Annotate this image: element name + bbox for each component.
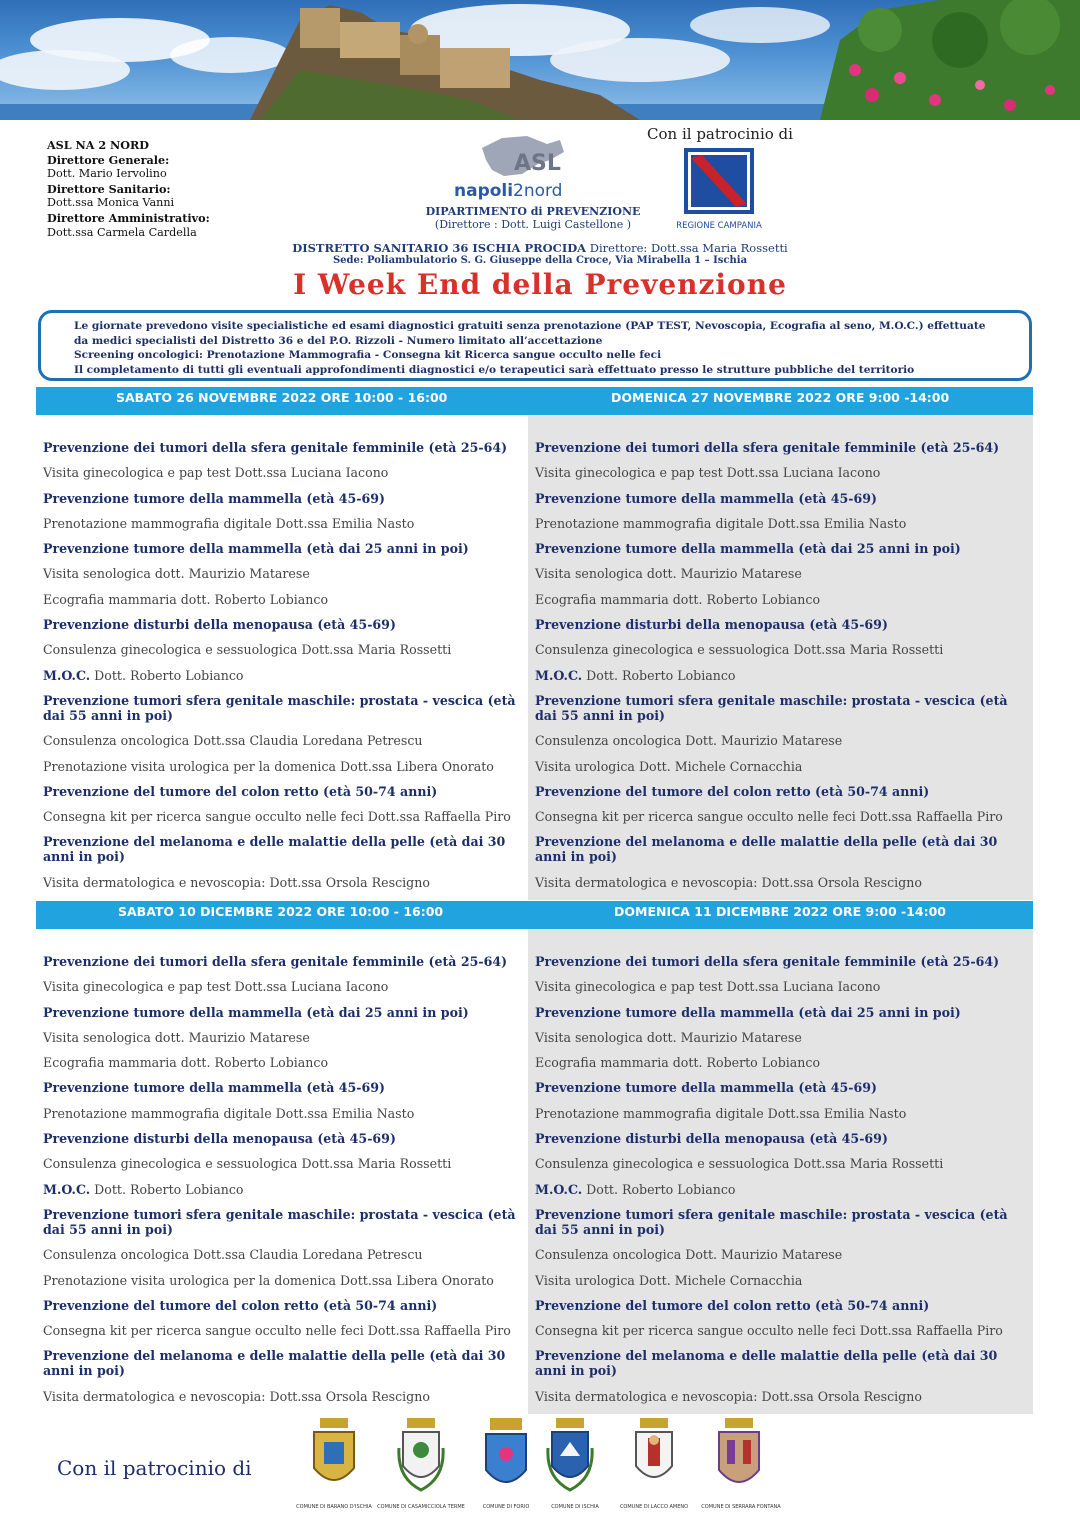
schedule-column-sabato-26 [36,415,528,900]
page-title: I Week End della Prevenzione [293,268,787,301]
service-line: Prenotazione visita urologica per la domenica Dott.ssa Libera Onorato [43,758,494,774]
service-line: Visita dermatologica e nevoscopia: Dott.ssa Orsola Rescigno [43,874,430,890]
crest-label: COMUNE DI FORIO [482,1504,530,1510]
service-category: Prevenzione disturbi della menopausa (età 45-69) [535,617,888,633]
service-line: Consulenza oncologica Dott.ssa Claudia Loredana Petrescu [43,1247,423,1263]
service-line: Visita dermatologica e nevoscopia: Dott.ssa Orsola Rescigno [535,874,922,890]
service-category [43,668,519,683]
ds-label: Direttore Sanitario: [47,181,171,196]
day-header-sabato-10: SABATO 10 DICEMBRE 2022 ORE 10:00 - 16:00 [36,901,528,929]
footer-patrocinio-label: Con il patrocinio di [57,1456,252,1480]
service-line: Dott. Roberto Lobianco [586,1181,736,1197]
da-label: Direttore Amministrativo: [47,210,210,225]
service-line: Visita senologica dott. Maurizio Matarese [43,1029,310,1045]
crest-label: COMUNE DI SERRARA FONTANA [701,1504,781,1510]
schedule-column-domenica-27 [528,415,1033,900]
schedule-column-sabato-10 [36,929,528,1414]
service-line: Visita urologica Dott. Michele Cornacchia [535,1272,803,1288]
service-category: Prevenzione tumori sfera genitale maschile: prostata - vescica (età dai 55 anni in poi) [43,692,516,723]
service-line: Visita senologica dott. Maurizio Matarese [535,566,802,582]
logo-napoli-text: napoli [454,181,514,201]
service-line: Visita dermatologica e nevoscopia: Dott.ssa Orsola Rescigno [535,1388,922,1404]
intro-line: Screening oncologici: Prenotazione Mammografia - Consegna kit Ricerca sangue occulto nelle feci [74,349,662,362]
service-category: Prevenzione tumore della mammella (età dai 25 anni in poi) [43,1004,469,1020]
service-line: Ecografia mammaria dott. Roberto Lobianco [43,1055,329,1071]
crest-label: COMUNE DI LACCO AMENO [619,1504,689,1510]
service-line: Consulenza oncologica Dott.ssa Claudia Loredana Petrescu [43,733,423,749]
distretto-line [0,241,1080,255]
dg-name: Dott. Mario Iervolino [47,167,167,181]
service-category: Prevenzione tumore della mammella (età 45-69) [43,1080,385,1096]
service-category: Prevenzione del melanoma e delle malattie della pelle (età dai 30 anni in poi) [535,1348,998,1379]
service-line: Consegna kit per ricerca sangue occulto nelle feci Dott.ssa Raffaella Piro [535,809,1003,825]
service-line: Prenotazione visita urologica per la domenica Dott.ssa Libera Onorato [43,1272,494,1288]
crest-barano-icon [310,1418,358,1496]
service-line: Visita senologica dott. Maurizio Matarese [535,1029,802,1045]
asl-title: ASL NA 2 NORD [47,138,149,152]
service-category: Prevenzione dei tumori della sfera genitale femminile (età 25-64) [43,954,508,969]
regione-campania-logo [672,148,766,232]
intro-line: da medici specialisti del Distretto 36 e del P.O. Rizzoli - Numero limitato all’accettazione [74,334,603,347]
service-line: Dott. Roberto Lobianco [94,667,244,683]
service-line: Visita urologica Dott. Michele Cornacchia [535,758,803,774]
service-line: Visita ginecologica e pap test Dott.ssa Luciana Iacono [43,465,389,481]
logo-asl-text: ASL [514,151,561,176]
service-line: Consulenza ginecologica e sessuologica Dott.ssa Maria Rossetti [43,1156,452,1172]
service-category [535,1182,1011,1197]
service-line: Visita ginecologica e pap test Dott.ssa Luciana Iacono [535,979,881,995]
service-category: Prevenzione tumore della mammella (età dai 25 anni in poi) [535,1004,961,1020]
service-line: Visita senologica dott. Maurizio Matarese [43,566,310,582]
intro-box [38,310,1032,381]
castle-landscape-image [0,0,1080,120]
service-category [535,668,1011,683]
day-header-domenica-27: DOMENICA 27 NOVEMBRE 2022 ORE 9:00 -14:00 [528,387,1033,415]
crest-forio-icon [482,1418,530,1496]
service-category: Prevenzione del melanoma e delle malattie della pelle (età dai 30 anni in poi) [43,1348,506,1379]
service-category: Prevenzione dei tumori della sfera genitale femminile (età 25-64) [535,954,1000,969]
intro-line: Le giornate prevedono visite specialistiche ed esami diagnostici gratuiti senza prenotazione (PAP TEST, Nevoscopia, Ecografia al seno, M.O.C.) effettuate [74,320,986,332]
distretto-director: Direttore: Dott.ssa Maria Rossetti [589,241,788,255]
day-header-domenica-11: DOMENICA 11 DICEMBRE 2022 ORE 9:00 -14:00 [528,901,1033,929]
service-category: Prevenzione disturbi della menopausa (età 45-69) [43,617,396,633]
service-line: Dott. Roberto Lobianco [586,667,736,683]
service-line: Dott. Roberto Lobianco [94,1181,244,1197]
logo-2nord-text: 2nord [513,181,563,201]
dg-label: Direttore Generale: [47,152,170,167]
service-line: Consulenza ginecologica e sessuologica Dott.ssa Maria Rossetti [43,642,452,658]
header-banner-image [0,0,1080,120]
service-category: Prevenzione del tumore del colon retto (età 50-74 anni) [43,783,438,799]
crest-casamicciola-icon [397,1418,445,1496]
service-category: Prevenzione tumori sfera genitale maschile: prostata - vescica (età dai 55 anni in poi) [43,1206,516,1237]
service-category: Prevenzione dei tumori della sfera genitale femminile (età 25-64) [43,440,508,455]
service-category: Prevenzione del melanoma e delle malattie della pelle (età dai 30 anni in poi) [535,834,998,865]
service-category: Prevenzione disturbi della menopausa (età 45-69) [535,1131,888,1147]
service-category: M.O.C. [43,667,91,683]
service-line: Consegna kit per ricerca sangue occulto nelle feci Dott.ssa Raffaella Piro [43,809,511,825]
distretto-name: DISTRETTO SANITARIO 36 ISCHIA PROCIDA [292,241,587,255]
crest-label: COMUNE DI CASAMICCIOLA TERME [377,1504,465,1510]
crest-label: COMUNE DI ISCHIA [551,1504,599,1510]
service-line: Consulenza oncologica Dott. Maurizio Matarese [535,733,843,749]
service-line: Consulenza ginecologica e sessuologica Dott.ssa Maria Rossetti [535,642,944,658]
service-category: Prevenzione tumore della mammella (età dai 25 anni in poi) [43,541,469,557]
asl-info-block [47,138,210,240]
service-category [43,1182,519,1197]
dept-title: DIPARTIMENTO di PREVENZIONE [425,205,641,218]
intro-line: Il completamento di tutti gli eventuali approfondimenti diagnostici e/o terapeutici sarà effettuato presso le strutture pubbliche del territorio [74,363,915,376]
regione-label: REGIONE CAMPANIA [676,221,762,231]
service-line: Visita dermatologica e nevoscopia: Dott.ssa Orsola Rescigno [43,1388,430,1404]
patrocinio-top-label: Con il patrocinio di [647,125,793,143]
crest-serrara-fontana-icon [715,1418,763,1496]
service-line: Prenotazione mammografia digitale Dott.ssa Emilia Nasto [43,515,415,531]
service-category: Prevenzione del melanoma e delle malattie della pelle (età dai 30 anni in poi) [43,834,506,865]
service-category: Prevenzione tumore della mammella (età 45-69) [535,1080,877,1096]
service-category: M.O.C. [43,1181,91,1197]
asl-napoli2nord-logo [452,130,572,202]
ds-name: Dott.ssa Monica Vanni [47,196,175,210]
crest-label: COMUNE DI BARANO D'ISCHIA [296,1504,372,1510]
service-category: M.O.C. [535,1181,583,1197]
service-line: Visita ginecologica e pap test Dott.ssa Luciana Iacono [43,979,389,995]
service-line: Prenotazione mammografia digitale Dott.ssa Emilia Nasto [535,1105,907,1121]
day-header-sabato-26: SABATO 26 NOVEMBRE 2022 ORE 10:00 - 16:00 [36,387,528,415]
service-line: Consegna kit per ricerca sangue occulto nelle feci Dott.ssa Raffaella Piro [43,1323,511,1339]
service-line: Visita ginecologica e pap test Dott.ssa Luciana Iacono [535,465,881,481]
service-line: Consulenza oncologica Dott. Maurizio Matarese [535,1247,843,1263]
service-line: Consulenza ginecologica e sessuologica Dott.ssa Maria Rossetti [535,1156,944,1172]
service-line: Prenotazione mammografia digitale Dott.ssa Emilia Nasto [535,515,907,531]
da-name: Dott.ssa Carmela Cardella [47,225,197,239]
service-category: Prevenzione tumori sfera genitale maschile: prostata - vescica (età dai 55 anni in poi) [535,1206,1008,1237]
service-category: Prevenzione disturbi della menopausa (età 45-69) [43,1131,396,1147]
service-category: Prevenzione tumore della mammella (età dai 25 anni in poi) [535,541,961,557]
service-category: M.O.C. [535,667,583,683]
crest-ischia-icon [546,1418,594,1496]
schedule-column-domenica-11 [528,929,1033,1414]
service-line: Ecografia mammaria dott. Roberto Lobianco [43,591,329,607]
service-category: Prevenzione del tumore del colon retto (età 50-74 anni) [535,783,930,799]
sede-line: Sede: Poliambulatorio S. G. Giuseppe della Croce, Via Mirabella 1 – Ischia [332,255,748,266]
service-line: Consegna kit per ricerca sangue occulto nelle feci Dott.ssa Raffaella Piro [535,1323,1003,1339]
service-line: Ecografia mammaria dott. Roberto Lobianco [535,591,821,607]
service-category: Prevenzione tumori sfera genitale maschile: prostata - vescica (età dai 55 anni in poi) [535,692,1008,723]
service-line: Prenotazione mammografia digitale Dott.ssa Emilia Nasto [43,1105,415,1121]
service-line: Ecografia mammaria dott. Roberto Lobianco [535,1055,821,1071]
service-category: Prevenzione dei tumori della sfera genitale femminile (età 25-64) [535,440,1000,455]
service-category: Prevenzione del tumore del colon retto (età 50-74 anni) [43,1297,438,1313]
service-category: Prevenzione del tumore del colon retto (età 50-74 anni) [535,1297,930,1313]
dept-director: (Direttore : Dott. Luigi Castellone ) [434,218,632,231]
department-block [380,205,686,231]
service-category: Prevenzione tumore della mammella (età 45-69) [43,490,385,506]
crest-lacco-ameno-icon [630,1418,678,1496]
service-category: Prevenzione tumore della mammella (età 45-69) [535,490,877,506]
